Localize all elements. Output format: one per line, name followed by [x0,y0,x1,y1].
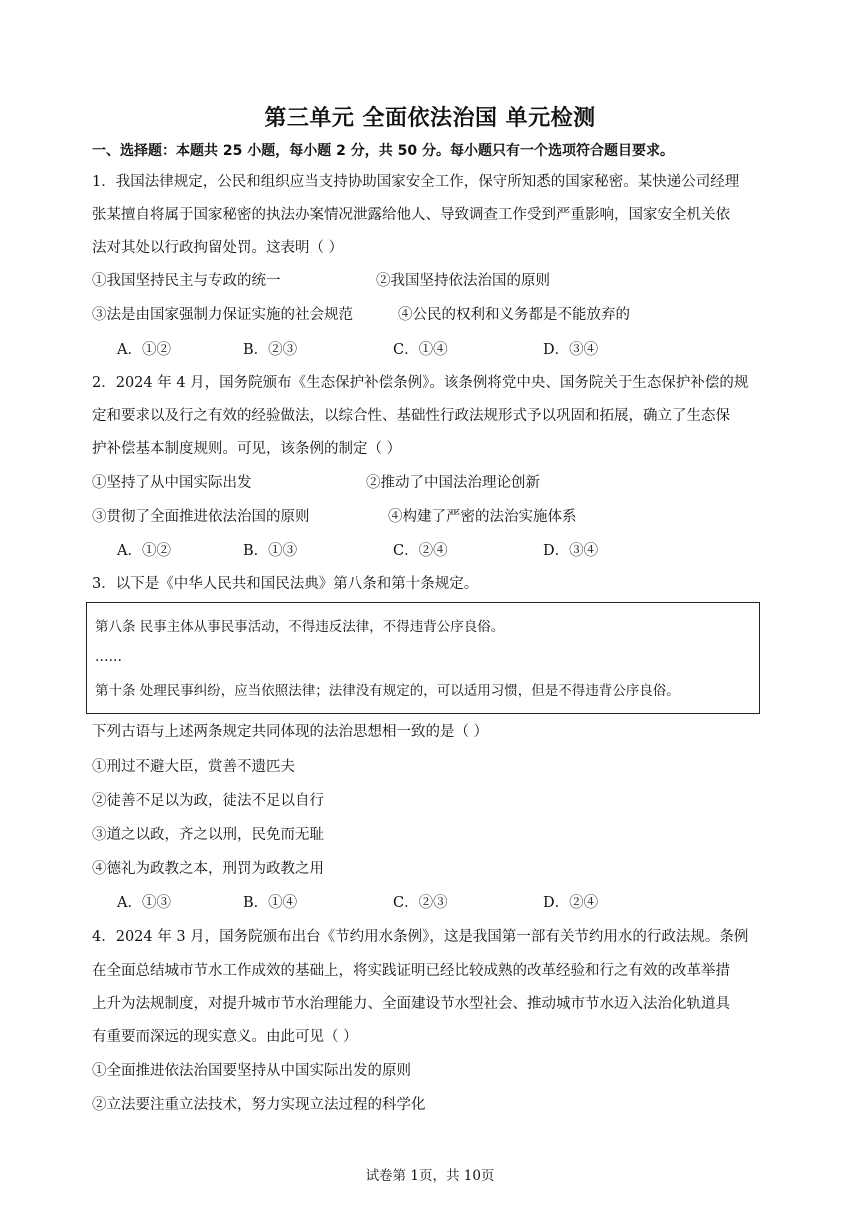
section-header: 一、选择题：本题共 25 小题，每小题 2 分，共 50 分。每小题只有一个选项符合题目要求。 [92,143,674,159]
law-article-10: 第十条 处理民事纠纷，应当依照法律；法律没有规定的，可以适用习惯，但是不得违背公序良俗。 [95,683,680,699]
q2-stem-line-3: 护补偿基本制度规则。可见，该条例的制定（ ） [92,441,402,457]
q1-statement-1: ①我国坚持民主与专政的统一 [92,273,281,289]
q3-statement-4: ④德礼为政教之本，刑罚为政教之用 [92,861,324,877]
q3-intro: 3．以下是《中华人民共和国民法典》第八条和第十条规定。 [92,576,479,592]
q2-statement-1: ①坚持了从中国实际出发 [92,475,252,491]
q3-question: 下列古语与上述两条规定共同体现的法治思想相一致的是（ ） [92,724,489,740]
q2-statement-3: ③贯彻了全面推进依法治国的原则 [92,509,310,525]
q1-option-b[interactable]: B．②③ [243,342,298,358]
q1-option-d[interactable]: D．③④ [543,342,599,358]
q4-stem-line-2: 在全面总结城市节水工作成效的基础上，将实践证明已经比较成熟的改革经验和行之有效的改革举措 [92,963,730,979]
q1-statement-3: ③法是由国家强制力保证实施的社会规范 [92,307,353,323]
q3-option-b[interactable]: B．①④ [243,895,298,911]
page-footer: 试卷第 1页，共 10页 [365,1168,495,1184]
q3-option-d[interactable]: D．②④ [543,895,599,911]
q1-stem-line-2: 张某擅自将属于国家秘密的执法办案情况泄露给他人、导致调查工作受到严重影响，国家安全机关依 [92,207,730,223]
q4-stem-line-4: 有重要而深远的现实意义。由此可见（ ） [92,1029,358,1045]
q4-stem-line-1: 4．2024 年 3 月，国务院颁布出台《节约用水条例》，这是我国第一部有关节约用水的行政法规。条例 [92,929,749,945]
page-title: 第三单元 全面依法治国 单元检测 [264,106,596,131]
q2-statement-4: ④构建了严密的法治实施体系 [388,509,577,525]
q1-stem-line-1: 1．我国法律规定，公民和组织应当支持协助国家安全工作，保守所知悉的国家秘密。某快递公司经理 [92,174,740,190]
law-excerpt-box [86,602,760,714]
q3-option-a[interactable]: A．①③ [117,895,171,911]
q2-option-a[interactable]: A．①② [117,543,171,559]
q4-stem-line-3: 上升为法规制度，对提升城市节水治理能力、全面建设节水型社会、推动城市节水迈入法治化轨道具 [92,996,730,1012]
q3-statement-2: ②徒善不足以为政，徒法不足以自行 [92,793,324,809]
q1-statement-2: ②我国坚持依法治国的原则 [376,273,550,289]
q1-option-c[interactable]: C．①④ [393,342,448,358]
q2-option-d[interactable]: D．③④ [543,543,599,559]
q1-statement-4: ④公民的权利和义务都是不能放弃的 [398,307,630,323]
q2-option-b[interactable]: B．①③ [243,543,298,559]
q3-statement-1: ①刑过不避大臣，赏善不遗匹夫 [92,759,295,775]
q3-statement-3: ③道之以政，齐之以刑，民免而无耻 [92,827,324,843]
law-ellipsis: …… [95,649,122,665]
q4-statement-2: ②立法要注重立法技术，努力实现立法过程的科学化 [92,1097,426,1113]
q3-option-c[interactable]: C．②③ [393,895,448,911]
q1-stem-line-3: 法对其处以行政拘留处罚。这表明（ ） [92,240,344,256]
q2-stem-line-2: 定和要求以及行之有效的经验做法，以综合性、基础性行政法规形式予以巩固和拓展，确立了生态保 [92,408,730,424]
q2-option-c[interactable]: C．②④ [393,543,448,559]
law-article-8: 第八条 民事主体从事民事活动，不得违反法律，不得违背公序良俗。 [95,619,505,635]
q4-statement-1: ①全面推进依法治国要坚持从中国实际出发的原则 [92,1063,411,1079]
q2-statement-2: ②推动了中国法治理论创新 [366,475,540,491]
q1-option-a[interactable]: A．①② [117,342,171,358]
q2-stem-line-1: 2．2024 年 4 月，国务院颁布《生态保护补偿条例》。该条例将党中央、国务院关于生态保护补偿的规 [92,375,749,391]
